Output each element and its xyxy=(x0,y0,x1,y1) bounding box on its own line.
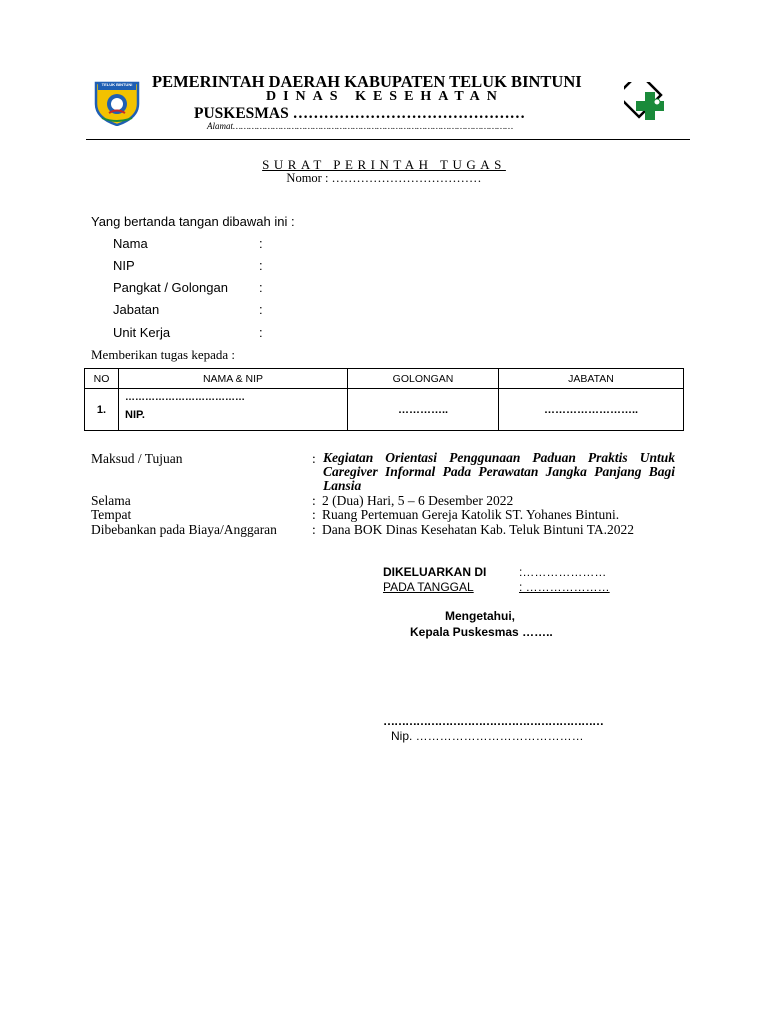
field-label-jabatan: Jabatan xyxy=(113,302,160,317)
dikeluarkan-value: :………………… xyxy=(519,565,607,579)
tempat-value: Ruang Pertemuan Gereja Katolik ST. Yohanes Bintuni. xyxy=(322,507,620,522)
column-header-golongan: GOLONGAN xyxy=(348,369,499,389)
field-label-unit-kerja: Unit Kerja xyxy=(113,325,171,340)
selama-label: Selama xyxy=(91,493,131,508)
biaya-value: Dana BOK Dinas Kesehatan Kab. Teluk Bintuni TA.2022 xyxy=(322,522,635,537)
biaya-label: Dibebankan pada Biaya/Anggaran xyxy=(91,522,277,537)
assignment-table xyxy=(84,368,684,431)
regency-emblem-caption: TELUK BINTUNI xyxy=(101,82,133,87)
header-puskesmas: PUSKESMAS ……………………………………… xyxy=(194,105,526,122)
header-divider xyxy=(86,139,690,140)
tempat-colon: : xyxy=(312,507,316,522)
selama-colon: : xyxy=(312,493,316,508)
field-label-nip: NIP xyxy=(113,258,135,273)
cell-nip: NIP. xyxy=(125,409,145,421)
maksud-colon: : xyxy=(312,451,316,466)
selama-value: 2 (Dua) Hari, 5 – 6 Desember 2022 xyxy=(322,493,514,508)
signatory-name-line: …………………………………………………… xyxy=(383,714,603,728)
header-address: Alamat…………………………………………………………………………………………… xyxy=(207,121,514,131)
assignment-intro: Memberikan tugas kepada : xyxy=(91,347,236,362)
mengetahui-text: Mengetahui, xyxy=(445,609,516,623)
biaya-colon: : xyxy=(312,522,316,537)
tanggal-value: : ………………… xyxy=(519,580,610,594)
field-colon: : xyxy=(259,280,263,295)
cell-nama: ……………………………… xyxy=(125,392,245,403)
cell-no: 1. xyxy=(85,389,119,431)
cell-golongan: ………….. xyxy=(348,389,499,431)
column-header-no: NO xyxy=(85,369,119,389)
field-label-pangkat: Pangkat / Golongan xyxy=(113,280,228,295)
tempat-label: Tempat xyxy=(91,507,132,522)
field-colon: : xyxy=(259,302,263,317)
maksud-label: Maksud / Tujuan xyxy=(91,451,183,466)
tanggal-label: PADA TANGGAL xyxy=(383,580,474,594)
health-cross-icon xyxy=(624,82,676,130)
field-colon: : xyxy=(259,236,263,251)
cell-nama-nip xyxy=(119,389,348,431)
header-department: DINAS KESEHATAN xyxy=(266,89,504,104)
letter-number: Nomor : ……………………………… xyxy=(286,171,482,185)
maksud-value: Kegiatan Orientasi Penggunaan Paduan Praktis Untuk Caregiver Informal Pada Perawatan Jangka Panjang Bagi Lansia xyxy=(323,450,675,493)
dikeluarkan-label: DIKELUARKAN DI xyxy=(383,565,487,579)
letter-title: SURAT PERINTAH TUGAS xyxy=(262,157,506,172)
kepala-puskesmas: Kepala Puskesmas …….. xyxy=(410,625,553,639)
field-label-nama: Nama xyxy=(113,236,148,251)
table-header-row xyxy=(85,369,684,389)
table-row xyxy=(85,389,684,431)
cell-jabatan: …………………….. xyxy=(499,389,684,431)
intro-text: Yang bertanda tangan dibawah ini : xyxy=(91,214,295,229)
signatory-nip: Nip. …………………………………… xyxy=(391,729,584,743)
field-colon: : xyxy=(259,258,263,273)
field-colon: : xyxy=(259,325,263,340)
column-header-jabatan: JABATAN xyxy=(499,369,684,389)
header-government: PEMERINTAH DAERAH KABUPATEN TELUK BINTUNI xyxy=(152,72,582,91)
column-header-nama-nip: NAMA & NIP xyxy=(119,369,348,389)
